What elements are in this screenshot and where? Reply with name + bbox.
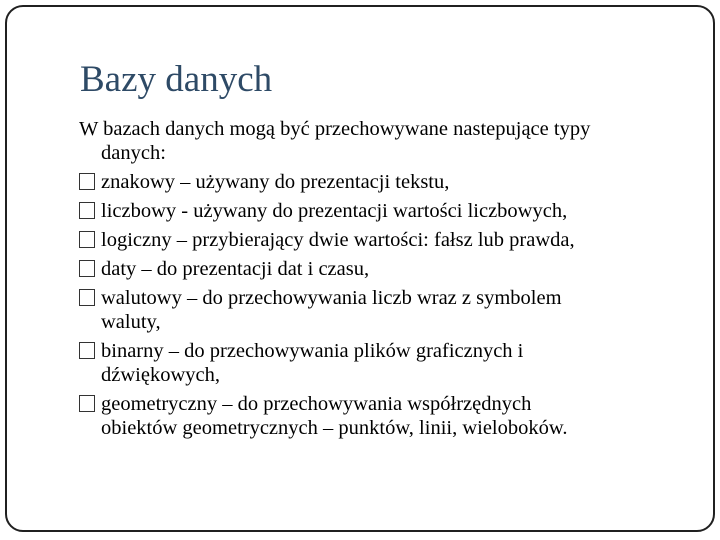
intro-line-2: danych: (101, 142, 166, 164)
list-item-line: walutowy – do przechowywania liczb wraz z symbolem (101, 287, 562, 309)
intro-line-1: W bazach danych mogą być przechowywane nastepujące typy (79, 118, 591, 140)
list-item (79, 170, 709, 194)
list-item-line: geometryczny – do przechowywania współrzędnych (101, 393, 532, 415)
square-box-icon (79, 202, 95, 219)
list-item-line: binarny – do przechowywania plików graficznych i (101, 340, 524, 362)
square-box-icon (79, 342, 95, 359)
list-item (79, 228, 709, 252)
slide-title: Bazy danych (80, 59, 273, 100)
list-item (79, 257, 709, 281)
list-item-line: logiczny – przybierający dwie wartości: fałsz lub prawda, (101, 229, 575, 251)
list-item-line: liczbowy - używany do prezentacji wartości liczbowych, (101, 200, 568, 222)
intro-text (79, 117, 689, 165)
list-item (79, 199, 709, 223)
square-box-icon (79, 395, 95, 412)
list-item-line: daty – do prezentacji dat i czasu, (101, 258, 370, 280)
list-item-line-continued: obiektów geometrycznych – punktów, linii, wieloboków. (101, 417, 568, 439)
list-item (79, 286, 709, 334)
square-box-icon (79, 231, 95, 248)
list-item (79, 339, 709, 387)
list-item-line-continued: dźwiękowych, (101, 364, 220, 386)
list-item-line-continued: waluty, (101, 311, 161, 333)
list-item (79, 392, 709, 440)
square-box-icon (79, 260, 95, 277)
square-box-icon (79, 289, 95, 306)
list-item-line: znakowy – używany do prezentacji tekstu, (101, 171, 450, 193)
bullet-list (79, 170, 709, 445)
square-box-icon (79, 173, 95, 190)
